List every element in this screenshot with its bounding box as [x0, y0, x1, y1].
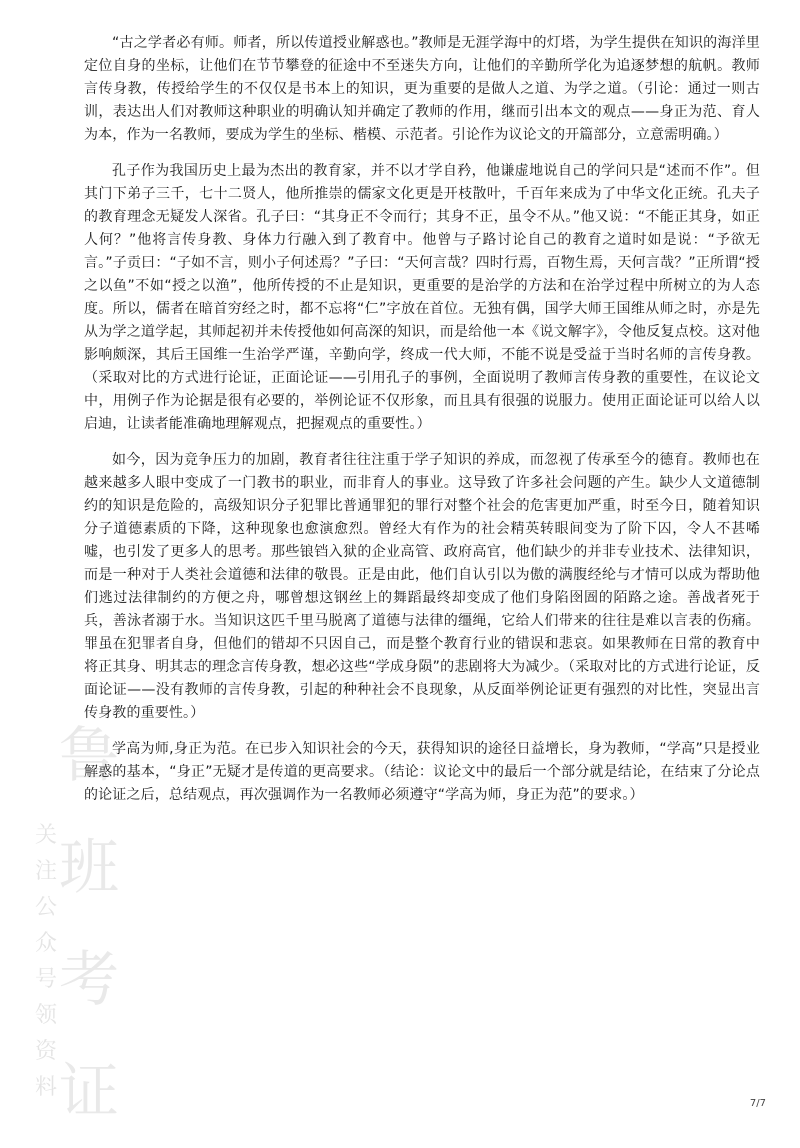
- watermark-large: 鲁班考证: [59, 721, 119, 1127]
- paragraph-positive-argument: 孔子作为我国历史上最为杰出的教育家，并不以才学自矜，他谦虚地说自己的学问只是“述而不作”。但其门下弟子三千，七十二贤人，他所推崇的儒家文化更是开枝散叶，千百年来成为了中华文化正统。孔夫子的教育理念无疑发人深省。孔子曰：“其身正不令而行；其身不正，虽令不从。”他又说：“不能正其身，如正人何？”他将言传身教、身体力行融入到了教育中。他曾与子路讨论自己的教育之道时如是说：“予欲无言。”子贡曰：“子如不言，则小子何述焉？”子曰：“天何言哉？四时行焉，百物生焉，天何言哉？”正所谓“授之以鱼”不如“授之以渔”，他所传授的不止是知识，更重要的是治学的方法和在治学过程中所树立的为人态度。所以，儒者在暗首穷经之时，都不忘将“仁”字放在首位。无独有偶，国学大师王国维从师之时，亦是先从为学之道学起，其师起初并未传授他如何高深的知识，而是给他一本《说文解字》，令他反复点校。这对他影响颇深，其后王国维一生治学严谨，辛勤向学，终成一代大师，不能不说是受益于当时名师的言传身教。（采取对比的方式进行论证，正面论证——引用孔子的事例，全面说明了教师言传身教的重要性，在议论文中，用例子作为论据是很有必要的，举例论证不仅形象，而且具有很强的说服力。使用正面论证可以给人以启迪，让读者能准确地理解观点，把握观点的重要性。）: [84, 163, 760, 432]
- watermark-small: 关注公众号领资料: [34, 823, 57, 1100]
- article-body: [84, 32, 760, 820]
- paragraph-introduction: “古之学者必有师。师者，所以传道授业解惑也。”教师是无涯学海中的灯塔，为学生提供在知识的海洋里定位自身的坐标，让他们在节节攀登的征途中不至迷失方向，让他们的辛勤所学化为追逐梦想的航帆。教师言传身教，传授给学生的不仅仅是书本上的知识，更为重要的是做人之道、为学之道。（引论：通过一则古训，表达出人们对教师这种职业的明确认知并确定了教师的作用，继而引出本文的观点——身正为范、育人为本，作为一名教师，要成为学生的坐标、楷模、示范者。引论作为议论文的开篇部分，立意需明确。）: [84, 35, 760, 143]
- page-number: 7/7: [749, 1098, 766, 1109]
- paragraph-conclusion: 学高为师,身正为范。在已步入知识社会的今天，获得知识的途径日益增长，身为教师，“学高”只是授业解惑的基本，“身正”无疑才是传道的更高要求。（结论：议论文中的最后一个部分就是结论，在结束了分论点的论证之后，总结观点，再次强调作为一名教师必须遵守“学高为师，身正为范”的要求。）: [84, 741, 760, 803]
- paragraph-negative-argument: 如今，因为竞争压力的加剧，教育者往往注重于学子知识的养成，而忽视了传承至今的德育。教师也在越来越多人眼中变成了一门教书的职业，而非育人的事业。这导致了许多社会问题的产生。缺少人文道德制约的知识是危险的，高级知识分子犯罪比普通罪犯的罪行对整个社会的危害更加严重，时至今日，随着知识分子道德素质的下降，这种现象也愈演愈烈。曾经大有作为的社会精英转眼间变为了阶下囚，令人不甚唏嘘，也引发了更多人的思考。那些锒铛入狱的企业高管、政府高官，他们缺少的并非专业技术、法律知识，而是一种对于人类社会道德和法律的敬畏。正是由此，他们自认引以为傲的满腹经纶与才情可以成为帮助他们逃过法律制约的方便之舟，哪曾想这钢丝上的舞蹈最终却变成了他们身陷囹圄的陌路之途。善战者死于兵，善泳者溺于水。当知识这匹千里马脱离了道德与法律的缰绳，它给人们带来的往往是难以言表的伤痛。罪虽在犯罪者自身，但他们的错却不只因自己，而是整个教育行业的错误和悲哀。如果教师在日常的教育中将正其身、明其志的理念言传身教，想必这些“学成身陨”的悲剧将大为减少。（采取对比的方式进行论证，反面论证——没有教师的言传身教，引起的种种社会不良现象，从反面举例论证更有强烈的对比性，突显出言传身教的重要性。）: [84, 452, 760, 721]
